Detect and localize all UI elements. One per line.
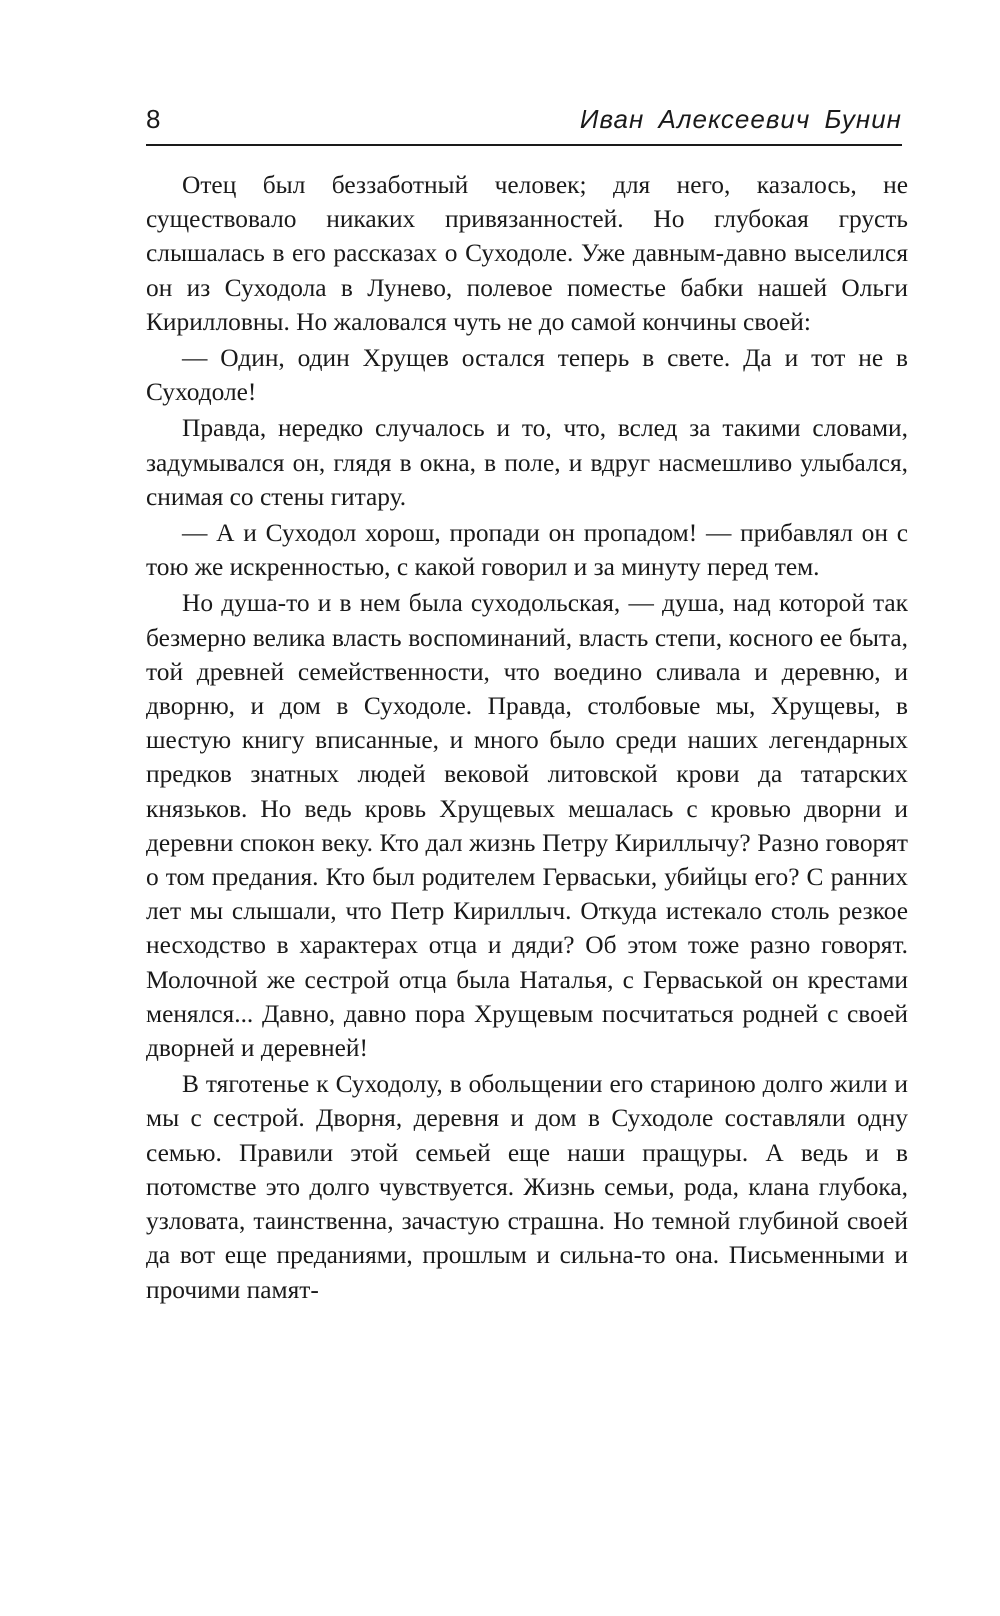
page-header bbox=[146, 100, 902, 146]
paragraph: — Один, один Хрущев остался теперь в свете. Да и тот не в Суходоле! bbox=[146, 344, 908, 407]
page-number: 8 bbox=[146, 104, 161, 134]
paragraph: Правда, нередко случалось и то, что, вслед за такими словами, задумывался он, глядя в окна, в поле, и вдруг насмешливо улыбался, снимая со стены гитару. bbox=[146, 414, 908, 511]
paragraph: — А и Суходол хорош, пропади он пропадом! — прибавлял он с тою же искренностью, с какой говорил и за минуту перед тем. bbox=[146, 519, 908, 582]
running-title: Иван Алексеевич Бунин bbox=[579, 104, 902, 134]
body-text bbox=[146, 168, 908, 1307]
paragraph: Но душа-то и в нем была суходольская, — душа, над которой так безмерно велика власть воспоминаний, власть степи, косного ее быта, той древней семейственности, что воедино сливала и деревню, и дворню, и дом в Суходоле. Правда, столбовые мы, Хрущевы, в шестую книгу вписанные, и много было среди наших легендарных предков знатных людей вековой литовской крови да татарских князьков. Но ведь кровь Хрущевых мешалась с кровью дворни и деревни спокон веку. Кто дал жизнь Петру Кириллычу? Разно говорят о том предания. Кто был родителем Герваськи, убийцы его? С ранних лет мы слышали, что Петр Кириллыч. Откуда истекало столь резкое несходство в характерах отца и дяди? Об этом тоже разно говорят. Молочной же сестрой отца была Наталья, с Герваськой он крестами менялся... Давно, давно пора Хрущевым посчитаться родней с своей дворней и деревней! bbox=[146, 589, 908, 1063]
paragraph: Отец был беззаботный человек; для него, казалось, не существовало никаких привязанностей. Но глубокая грусть слышалась в его рассказах о Суходоле. Уже давным-давно выселился он из Суходола в Лунево, полевое поместье бабки нашей Ольги Кирилловны. Но жаловался чуть не до самой кончины своей: bbox=[146, 171, 908, 336]
paragraph: В тяготенье к Суходолу, в обольщении его стариною долго жили и мы с сестрой. Дворня, деревня и дом в Суходоле составляли одну семью. Правили этой семьей еще наши пращуры. А ведь и в потомстве это долго чувствуется. Жизнь семьи, рода, клана глубока, узловата, таинственна, зачастую страшна. Но темной глубиной своей да вот еще преданиями, прошлым и сильна-то она. Письменными и прочими памят- bbox=[146, 1070, 908, 1304]
